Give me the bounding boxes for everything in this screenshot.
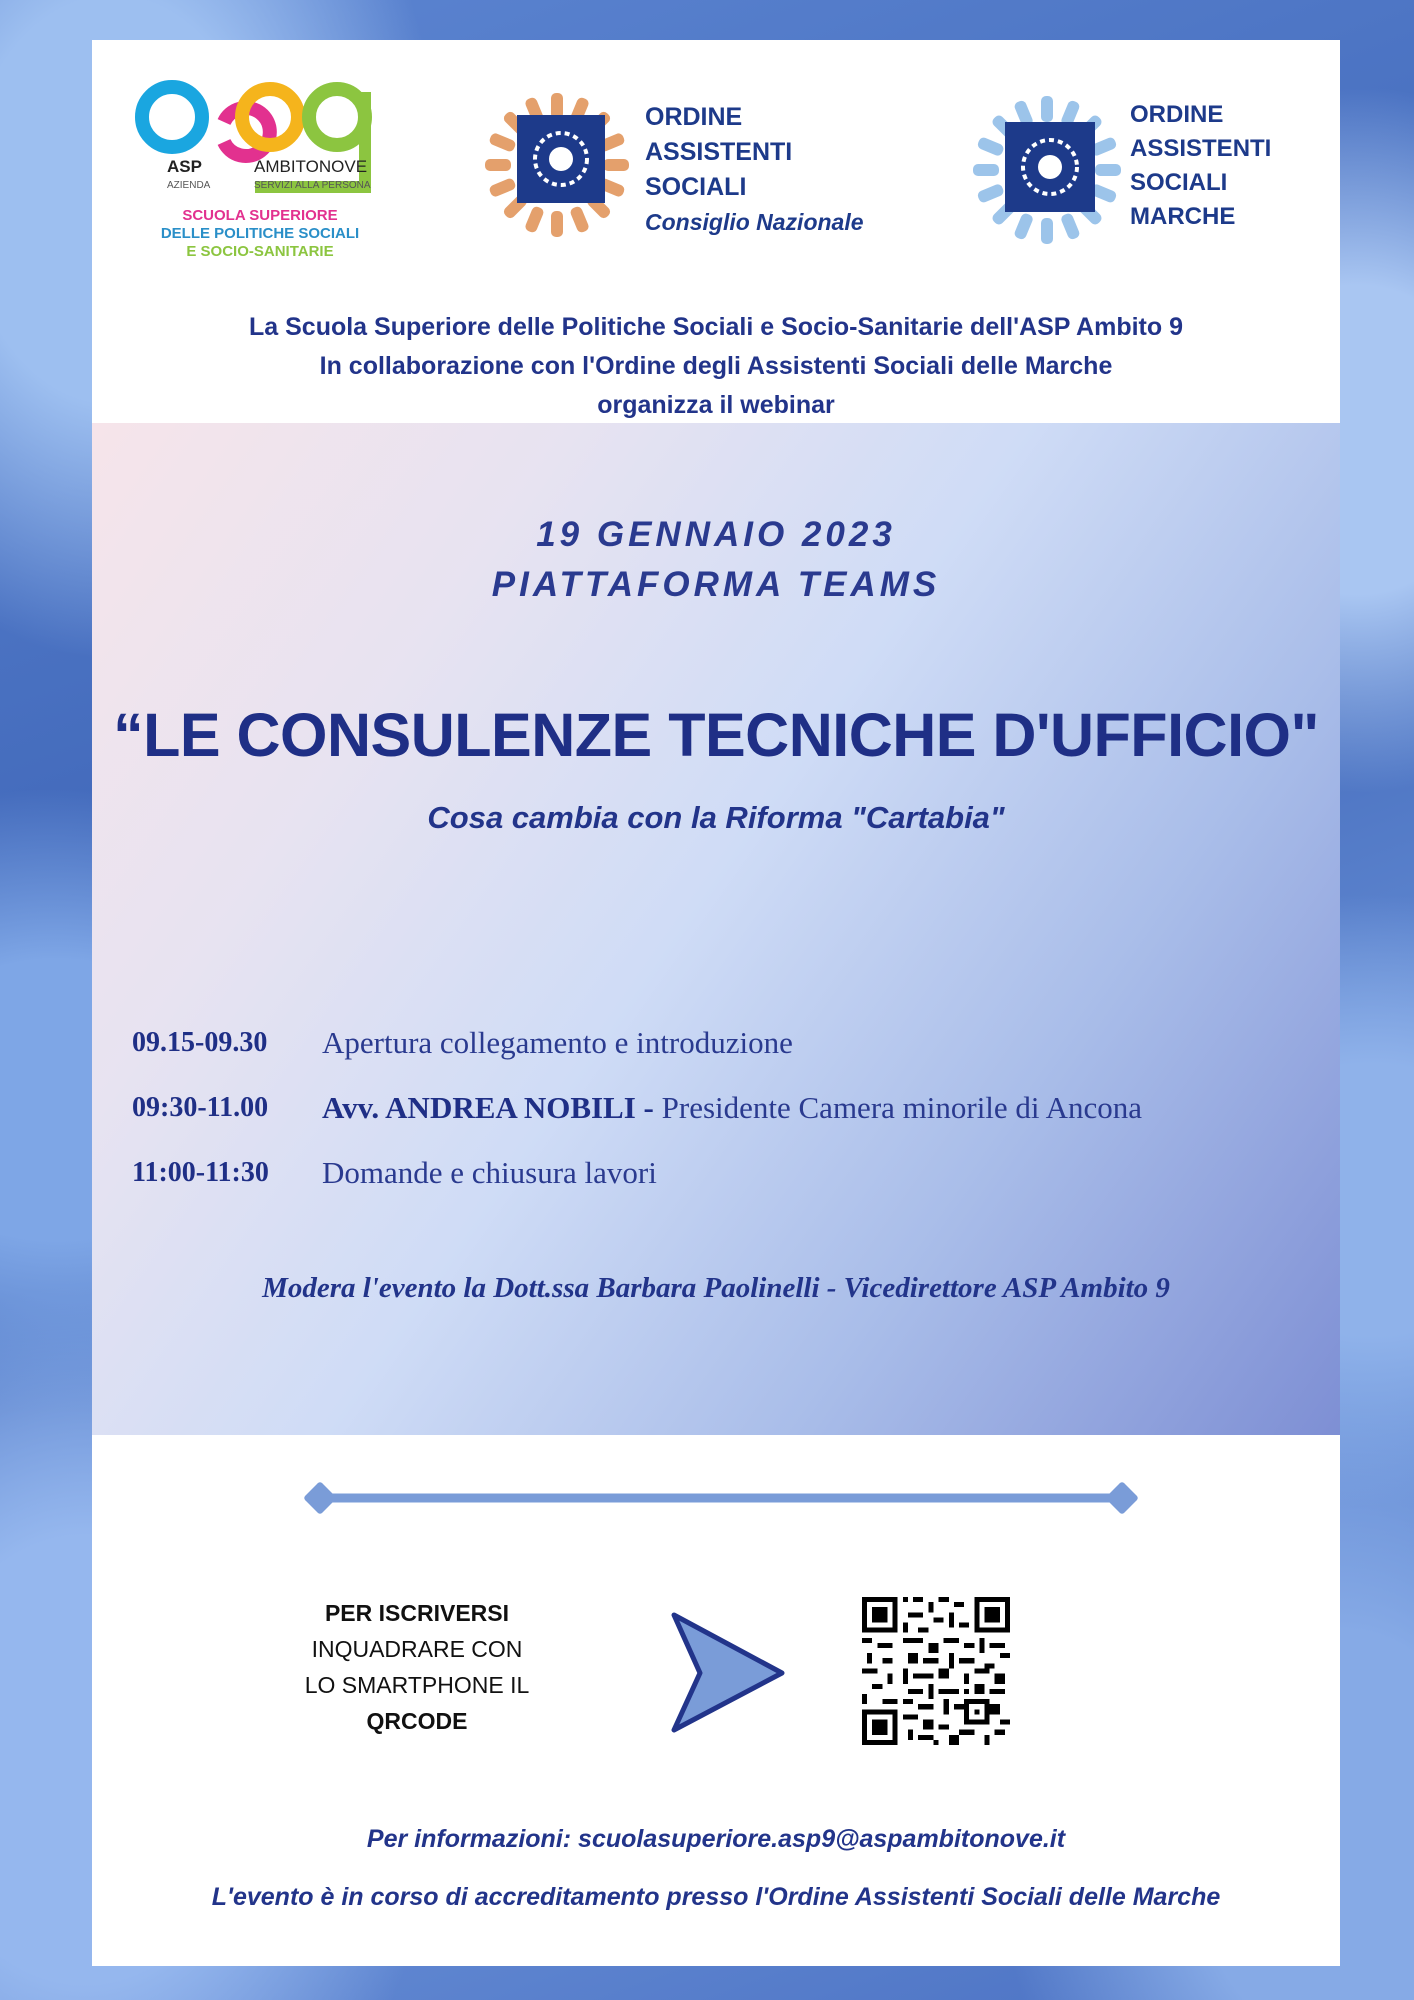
oas-m-line-1: ORDINE [1130, 101, 1224, 128]
intro-line-3: organizza il webinar [597, 391, 835, 419]
school-line-1: SCUOLA SUPERIORE [182, 207, 338, 224]
oas-m-line-4: MARCHE [1130, 203, 1236, 230]
program-desc [322, 1155, 657, 1191]
oas-cn-line-1: ORDINE [645, 103, 743, 131]
program-time: 09:30-11.00 [132, 1091, 269, 1123]
qr-code[interactable] [862, 1597, 1010, 1745]
event-date: 19 GENNAIO 2023 [536, 515, 896, 554]
registration-line-2: INQUADRARE CON [311, 1636, 523, 1662]
program-text: Presidente Camera minorile di Ancona [661, 1089, 1142, 1125]
flyer-sheet [92, 40, 1340, 1966]
school-line-3: E SOCIO-SANITARIE [186, 243, 334, 260]
event-platform: PIATTAFORMA TEAMS [491, 565, 941, 604]
program-text: Apertura collegamento e introduzione [322, 1024, 793, 1060]
oas-consiglio-nazionale-logo [485, 75, 875, 255]
moderator-line: Modera l'evento la Dott.ssa Barbara Paolinelli - Vicedirettore ASP Ambito 9 [262, 1272, 1170, 1304]
program-speaker: Avv. ANDREA NOBILI - [322, 1089, 662, 1125]
asp-sub-label: AZIENDA [167, 180, 211, 191]
school-line-2: DELLE POLITICHE SOCIALI [160, 225, 360, 242]
program-time: 09.15-09.30 [132, 1026, 268, 1058]
asp-ambitonove-logo [132, 72, 392, 272]
oas-marche-logo [952, 82, 1272, 262]
program-time: 11:00-11:30 [132, 1156, 269, 1188]
registration-line-4: QRCODE [366, 1708, 468, 1734]
ambitonove-sub-label: SERVIZI ALLA PERSONA [254, 180, 371, 191]
registration-instructions [292, 1595, 542, 1739]
divider-line [302, 1480, 1140, 1516]
ambitonove-label: AMBITONOVE [254, 157, 368, 176]
intro-line-2: In collaborazione con l'Ordine degli Assistenti Sociali delle Marche [319, 352, 1113, 380]
program-desc [322, 1025, 793, 1061]
oas-lightblue-rays-icon [973, 96, 1121, 244]
oas-cn-line-4: Consiglio Nazionale [645, 209, 864, 235]
program-row [132, 1010, 1332, 1075]
logo-header [92, 40, 1340, 290]
oas-m-line-2: ASSISTENTI [1130, 135, 1272, 162]
asp-label: ASP [167, 157, 202, 176]
event-date-block [92, 510, 1340, 610]
event-title: “LE CONSULENZE TECNICHE D'UFFICIO" [113, 701, 1319, 769]
program-text: Domande e chiusura lavori [322, 1154, 657, 1190]
program-row [132, 1075, 1332, 1140]
registration-line-3: LO SMARTPHONE IL [304, 1672, 530, 1698]
oas-cn-line-3: SOCIALI [645, 173, 747, 201]
contact-info[interactable]: Per informazioni: scuolasuperiore.asp9@aspambitonove.it [366, 1825, 1066, 1853]
intro-line-1: La Scuola Superiore delle Politiche Sociali e Socio-Sanitarie dell'ASP Ambito 9 [249, 313, 1183, 341]
event-subtitle: Cosa cambia con la Riforma "Cartabia" [427, 800, 1005, 835]
oas-cn-line-2: ASSISTENTI [645, 138, 793, 166]
accreditation-note: L'evento è in corso di accreditamento presso l'Ordine Assistenti Sociali delle Marche [211, 1883, 1221, 1911]
oas-m-line-3: SOCIALI [1130, 169, 1228, 196]
arrow-right-icon [662, 1605, 792, 1740]
registration-line-1: PER ISCRIVERSI [324, 1600, 510, 1626]
program-list [132, 1010, 1332, 1205]
program-desc [322, 1090, 1142, 1126]
intro-text [92, 308, 1340, 425]
program-row [132, 1140, 1332, 1205]
oas-orange-rays-icon [485, 93, 629, 237]
